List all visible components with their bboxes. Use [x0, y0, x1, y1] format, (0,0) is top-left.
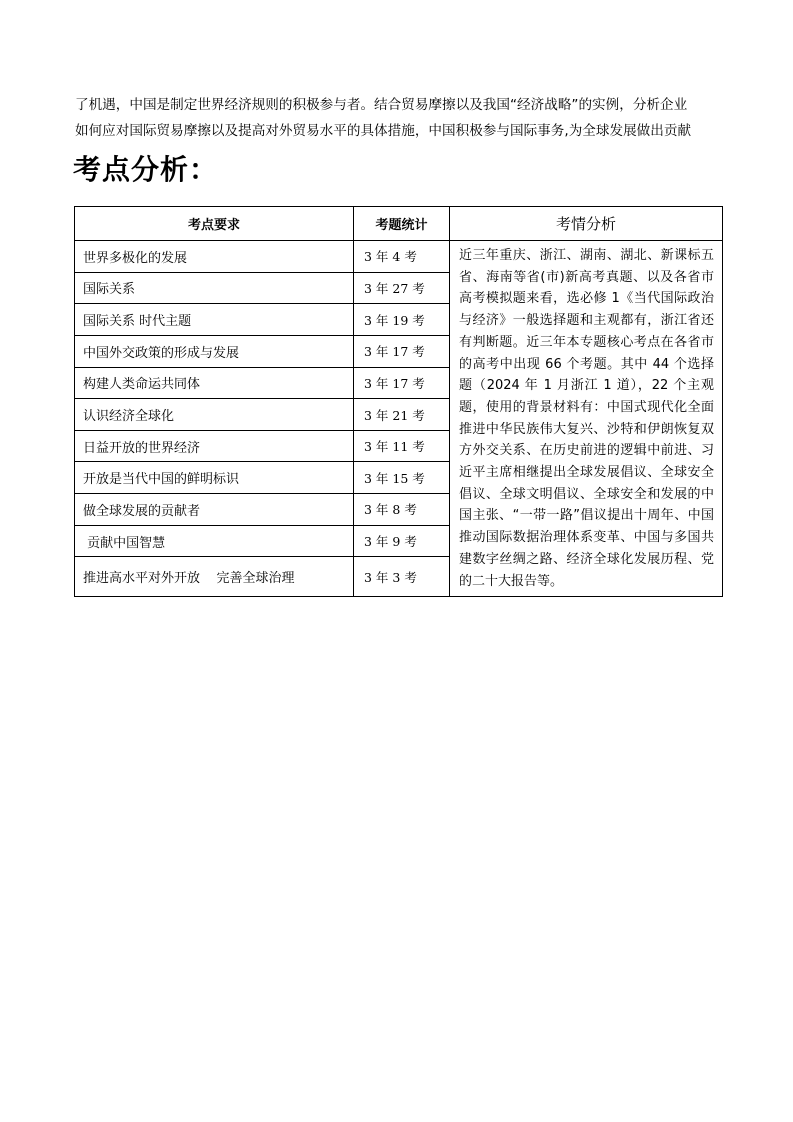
requirement-cell: 国际关系 — [75, 272, 354, 304]
stat-cell: 3 年 21 考 — [354, 399, 450, 431]
requirement-cell: 国际关系 时代主题 — [75, 304, 354, 336]
intro-line-2: 如何应对国际贸易摩擦以及提高对外贸易水平的具体措施，中国积极参与国际事务,为全球发展做出贡献 — [75, 123, 692, 139]
stat-cell: 3 年 11 考 — [354, 430, 450, 462]
section-title: 考点分析： — [73, 153, 219, 186]
requirement-cell: 世界多极化的发展 — [75, 241, 354, 273]
stat-cell: 3 年 15 考 — [354, 462, 450, 494]
table-row — [75, 241, 723, 273]
requirement-cell: 认识经济全球化 — [75, 399, 354, 431]
analysis-cell: 近三年重庆、浙江、湖南、湖北、新课标五省、海南等省(市)新高考真题、以及各省市高考模拟题来看，选必修 1《当代国际政治与经济》一般选择题和主观都有，浙江省还有判断题。近三年本专题核心考点在各省市的高考中出现 66 个考题。其中 44 个选择题（2024 年 1 月浙江 1 道），22 个主观题，使用的背景材料有：中国式现代化全面推进中华民族伟大复兴、沙特和伊朗恢复双方外交关系、在历史前进的逻辑中前进、习近平主席相继提出全球发展倡议、全球安全倡议、全球文明倡议、全球安全和发展的中国主张、“一带一路”倡议提出十周年、中国推动国际数据治理体系变革、中国与多国共建数字丝绸之路、经济全球化发展历程、党的二十大报告等。 — [450, 241, 723, 597]
stat-cell: 3 年 8 考 — [354, 494, 450, 526]
header-analysis: 考情分析 — [450, 207, 723, 241]
requirement-cell: 做全球发展的贡献者 — [75, 494, 354, 526]
stat-cell: 3 年 3 考 — [354, 557, 450, 597]
stat-cell: 3 年 17 考 — [354, 335, 450, 367]
requirement-cell: 日益开放的世界经济 — [75, 430, 354, 462]
requirement-cell: 中国外交政策的形成与发展 — [75, 335, 354, 367]
requirement-cell: 构建人类命运共同体 — [75, 367, 354, 399]
requirement-cell: 开放是当代中国的鲜明标识 — [75, 462, 354, 494]
stat-cell: 3 年 19 考 — [354, 304, 450, 336]
requirement-cell: 推进高水平对外开放 完善全球治理 — [75, 557, 354, 597]
header-stat: 考题统计 — [354, 207, 450, 241]
requirement-cell: 贡献中国智慧 — [75, 525, 354, 557]
stat-cell: 3 年 4 考 — [354, 241, 450, 273]
table-header-row — [75, 207, 723, 241]
intro-line-1: 了机遇，中国是制定世界经济规则的积极参与者。结合贸易摩擦以及我国“经济战略”的实例，分析企业 — [75, 97, 688, 113]
stat-cell: 3 年 17 考 — [354, 367, 450, 399]
header-requirement: 考点要求 — [75, 207, 354, 241]
exam-points-table — [74, 206, 723, 597]
stat-cell: 3 年 9 考 — [354, 525, 450, 557]
stat-cell: 3 年 27 考 — [354, 272, 450, 304]
intro-paragraph — [75, 92, 725, 144]
